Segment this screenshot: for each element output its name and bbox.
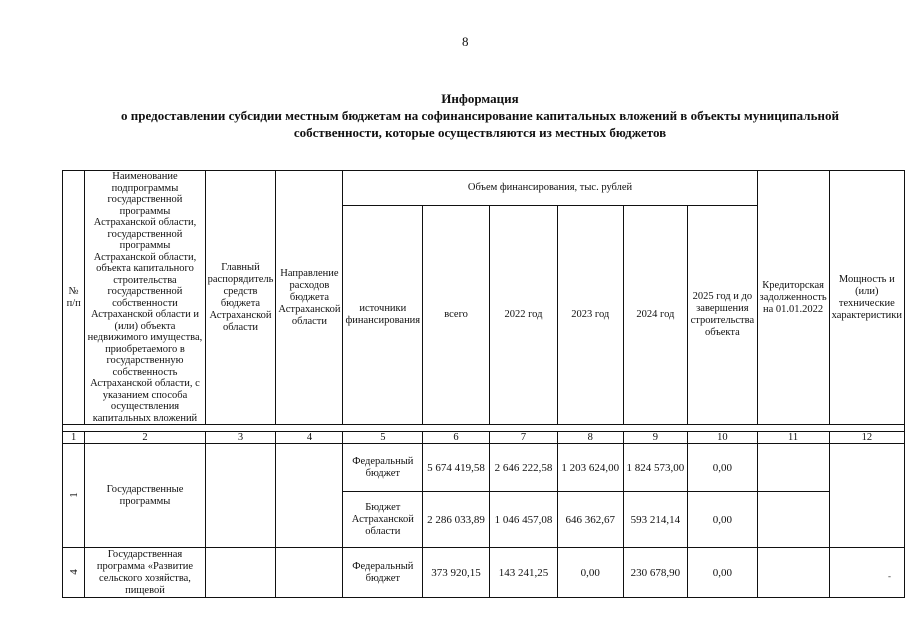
year-2023-cell: 0,00 [557, 548, 623, 598]
year-2025-cell: 0,00 [688, 548, 757, 598]
capacity-cell [829, 444, 904, 548]
expense-direction-cell [276, 548, 343, 598]
header-row-number: № п/п [63, 171, 85, 425]
table-row [63, 548, 905, 598]
column-number: 2 [85, 432, 205, 444]
header-funding-volume: Объем финансирования, тыс. рублей [343, 171, 757, 206]
chief-administrator-cell [205, 548, 276, 598]
accounts-payable-cell [757, 548, 829, 598]
column-number: 12 [829, 432, 904, 444]
year-2024-cell: 1 824 573,00 [623, 444, 688, 492]
total-cell: 373 920,15 [423, 548, 490, 598]
header-gap [63, 425, 905, 432]
header-accounts-payable: Кредиторская задолженность на 01.01.2022 [757, 171, 829, 425]
year-2022-cell: 2 646 222,58 [489, 444, 557, 492]
column-number: 8 [557, 432, 623, 444]
header-capacity: Мощность и (или) технические характеристики [829, 171, 904, 425]
year-2023-cell: 1 203 624,00 [557, 444, 623, 492]
header-year-2022: 2022 год [489, 205, 557, 424]
accounts-payable-cell [757, 492, 829, 548]
header-chief-administrator: Главный распорядитель средств бюджета Астраханской области [205, 171, 276, 425]
year-2022-cell: 1 046 457,08 [489, 492, 557, 548]
header-year-2023: 2023 год [557, 205, 623, 424]
year-2023-cell: 646 362,67 [557, 492, 623, 548]
total-cell: 5 674 419,58 [423, 444, 490, 492]
capacity-cell [829, 548, 904, 598]
column-number: 4 [276, 432, 343, 444]
year-2024-cell: 593 214,14 [623, 492, 688, 548]
header-object-name: Наименование подпрограммы государственной программы Астраханской области, государственной программы Астраханской области, объекта капитального строительства государственной собственности Астраханской области и (или) объекта недвижимого имущества, приобретаемого в государственную собственность Астраханской области, с указанием способа осуществления капитальных вложений [85, 171, 205, 425]
column-number: 7 [489, 432, 557, 444]
column-number: 1 [63, 432, 85, 444]
expense-direction-cell [276, 444, 343, 548]
column-number: 11 [757, 432, 829, 444]
year-2025-cell: 0,00 [688, 492, 757, 548]
financing-table [62, 170, 905, 598]
year-2024-cell: 230 678,90 [623, 548, 688, 598]
header-year-2025-plus: 2025 год и до завершения строительства объекта [688, 205, 757, 424]
row-number-cell: 4 [63, 548, 85, 598]
document-title [80, 90, 880, 141]
header-year-2024: 2024 год [623, 205, 688, 424]
column-number: 10 [688, 432, 757, 444]
accounts-payable-cell [757, 444, 829, 492]
column-number: 3 [205, 432, 276, 444]
header-funding-source: источники финансирования [343, 205, 423, 424]
chief-administrator-cell [205, 444, 276, 548]
program-name-cell: Государственная программа «Развитие сельского хозяйства, пищевой [85, 548, 205, 598]
funding-source-cell: Федеральный бюджет [343, 548, 423, 598]
column-number: 5 [343, 432, 423, 444]
header-expense-direction: Направление расходов бюджета Астраханской области [276, 171, 343, 425]
header-total: всего [423, 205, 490, 424]
program-name-cell: Государственные программы [85, 444, 205, 548]
funding-source-cell: Бюджет Астраханской области [343, 492, 423, 548]
column-number: 6 [423, 432, 490, 444]
title-subheading: о предоставлении субсидии местным бюджетам на софинансирование капитальных вложений в объекты муниципальной собственности, которые осуществляются из местных бюджетов [121, 108, 839, 140]
footer-mark: - [888, 571, 891, 581]
year-2025-cell: 0,00 [688, 444, 757, 492]
column-number: 9 [623, 432, 688, 444]
title-heading: Информация [441, 91, 519, 106]
year-2022-cell: 143 241,25 [489, 548, 557, 598]
row-number-cell: 1 [63, 444, 85, 548]
table-row [63, 444, 905, 492]
page-number: 8 [462, 34, 469, 49]
total-cell: 2 286 033,89 [423, 492, 490, 548]
funding-source-cell: Федеральный бюджет [343, 444, 423, 492]
